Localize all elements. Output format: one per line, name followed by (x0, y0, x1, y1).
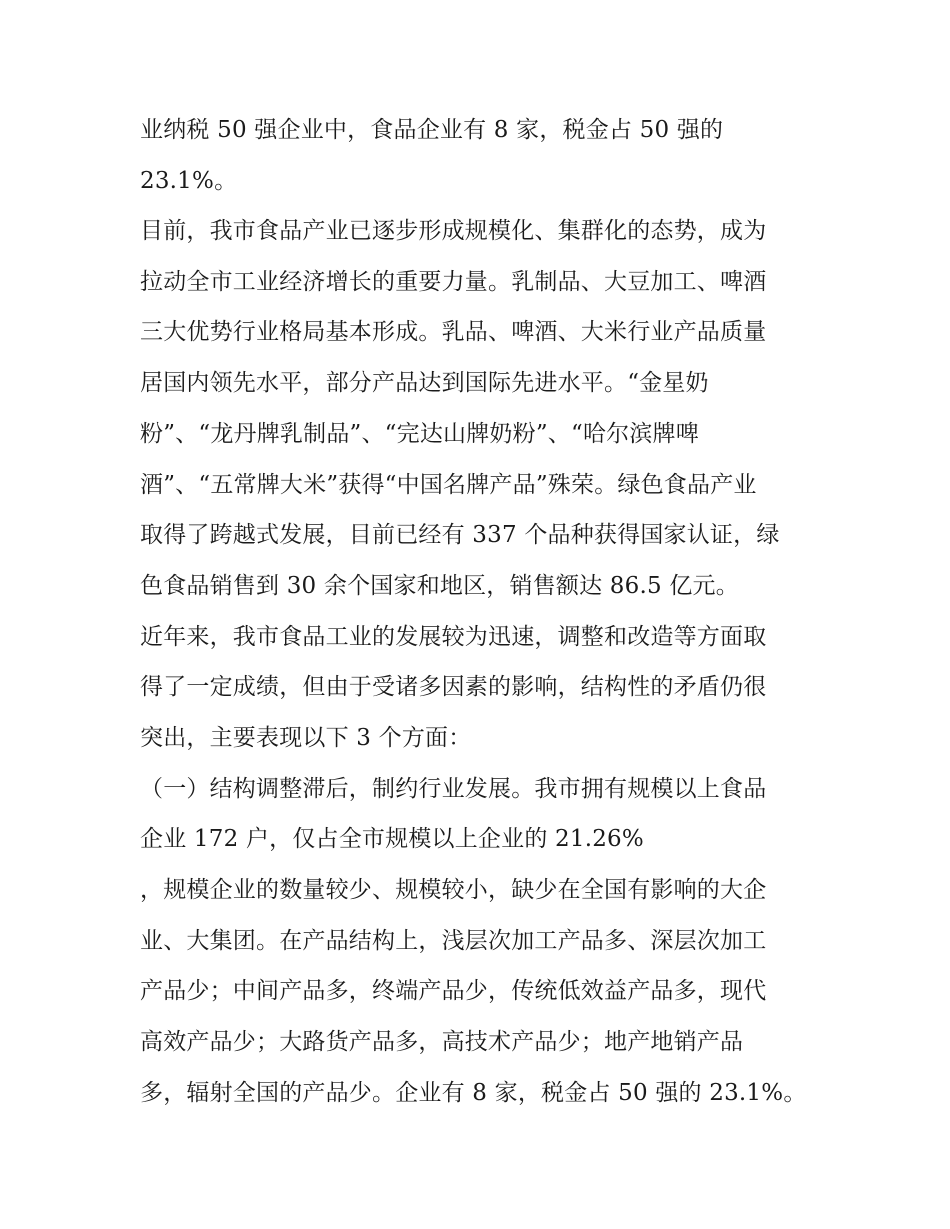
text-line-19: 高效产品少；大路货产品多，高技术产品少；地产地销产品 (140, 1029, 744, 1055)
text-line-1: 业纳税 50 强企业中，食品企业有 8 家，税金占 50 强的 (140, 117, 724, 143)
text-line-18: 产品少；中间产品多，终端产品少，传统低效益产品多，现代 (140, 978, 767, 1004)
text-line-14: （一）结构调整滞后，制约行业发展。我市拥有规模以上食品 (140, 776, 767, 802)
text-line-6: 居国内领先水平，部分产品达到国际先进水平。“金星奶 (140, 370, 709, 396)
text-line-10: 色食品销售到 30 余个国家和地区，销售额达 86.5 亿元。 (140, 573, 739, 599)
text-line-8: 酒”、“五常牌大米”获得“中国名牌产品”殊荣。绿色食品产业 (140, 472, 757, 498)
text-line-17: 业、大集团。在产品结构上，浅层次加工产品多、深层次加工 (140, 928, 767, 954)
text-line-20: 多，辐射全国的产品少。企业有 8 家，税金占 50 强的 23.1%。 (140, 1080, 807, 1106)
text-line-4: 拉动全市工业经济增长的重要力量。乳制品、大豆加工、啤酒 (140, 269, 767, 295)
text-line-2: 23.1%。 (140, 168, 238, 194)
text-line-7: 粉”、“龙丹牌乳制品”、“完达山牌奶粉”、“哈尔滨牌啤 (140, 421, 699, 447)
text-line-9: 取得了跨越式发展，目前已经有 337 个品种获得国家认证，绿 (140, 522, 780, 548)
text-line-5: 三大优势行业格局基本形成。乳品、啤酒、大米行业产品质量 (140, 319, 767, 345)
text-line-11: 近年来，我市食品工业的发展较为迅速，调整和改造等方面取 (140, 624, 767, 650)
text-line-12: 得了一定成绩，但由于受诸多因素的影响，结构性的矛盾仍很 (140, 674, 767, 700)
text-line-15: 企业 172 户，仅占全市规模以上企业的 21.26% (140, 826, 644, 852)
text-line-16: ，规模企业的数量较少、规模较小，缺少在全国有影响的大企 (140, 877, 767, 903)
text-line-3: 目前，我市食品产业已逐步形成规模化、集群化的态势，成为 (140, 218, 767, 244)
text-line-13: 突出，主要表现以下 3 个方面： (140, 725, 472, 751)
